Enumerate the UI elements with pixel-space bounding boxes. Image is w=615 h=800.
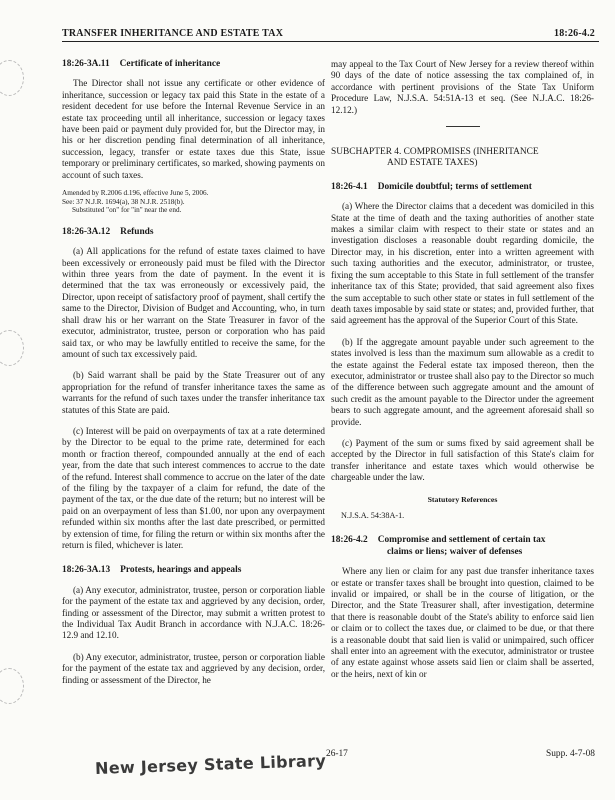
statutory-reference: N.J.S.A. 54:38A-1.	[341, 511, 405, 520]
supplement-date: Supp. 4-7-08	[546, 749, 595, 759]
running-header	[62, 21, 599, 42]
paragraph: (a) All applications for the refund of estate taxes claimed to have been excessively or erroneously paid must be filed with the Director within three years from the date of payment. In the event it is determined that the tax was erroneously or excessively paid, the Director, upon receipt of satisfactory proof of payment, shall certify the same to the Director, Division of Budget and Accounting, who, in turn shall draw his or her warrant on the State Treasurer in favor of the executor, administrator, trustee, person or corporation who has paid said tax, or who may be lawfully entitled to receive the same, for the amount of such tax excessively paid.	[62, 246, 325, 359]
section-title-line2: claims or liens; waiver of defenses	[387, 546, 523, 557]
library-watermark: New Jersey State Library	[94, 750, 327, 779]
paragraph: (b) Any executor, administrator, trustee, person or corporation liable for the payment of the estate tax and aggrieved by any decision, order, finding or assessment of the Director, he	[62, 651, 325, 685]
punch-hole	[0, 60, 24, 96]
header-title: TRANSFER INHERITANCE AND ESTATE TAX	[62, 28, 284, 39]
section-title: Refunds	[120, 226, 154, 237]
header-section: 18:26-4.2	[554, 28, 595, 39]
section-number: 18:26-3A.11	[62, 59, 110, 69]
section-heading	[62, 227, 325, 238]
note-line: See: 37 N.J.R. 1694(a), 38 N.J.R. 2518(b).	[62, 197, 185, 206]
left-column	[62, 59, 325, 696]
subchapter-line: AND ESTATE TAXES)	[387, 158, 478, 169]
section-heading	[62, 565, 325, 576]
paragraph: (c) Interest will be paid on overpayments of tax at a rate determined by the Director to be equal to the prime rate, determined for each month or fraction thereof, compounded annually at the end of each year, from the date that such interest commences to accrue to the date of the refund. Interest shall commence to accrue on the later of the date of the filing by the taxpayer of a claim for refund, the date of the payment of the tax, or the due date of the return; but no interest will be paid on an overpayment of less than $1.00, nor upon any overpayment refunded within six months after the last date prescribed, or permitted by extension of time, for filing the return or within six months after the return is filed, whichever is later.	[62, 425, 325, 550]
paragraph: Where any lien or claim for any past due transfer inheritance taxes or estate or transfer taxes shall be brought into question, claimed to be invalid or impaired, or shall be in the course of litigation, or the Director, and the State Treasurer shall, after investigation, determine that there is reasonable doubt of the State's ability to enforce said lien or claim or to collect the taxes due, or claimed to be due, or that there is a reasonable doubt that said lien is valid or unimpaired, such officer shall enter into an agreement with the executor, administrator or trustee of any estate against whose assets said lien or claim shall be asserted, or the heirs, next of kin or	[331, 566, 594, 679]
subchapter-line: SUBCHAPTER 4. COMPROMISES (INHERITANCE	[331, 147, 539, 158]
punch-hole	[0, 668, 24, 704]
section-number: 18:26-4.1	[331, 181, 368, 192]
statutory-references-heading: Statutory References	[427, 494, 498, 504]
divider-rule	[446, 126, 480, 127]
paragraph: (a) Where the Director claims that a decedent was domiciled in this State at the time of death and the taxing authorities of another state makes a similar claim with respect to their state or states and an investigation discloses a reasonable doubt regarding domicile, the Director may, in his discretion, enter into a written agreement with such taxing authorities and the executor, administrator, or trustee, fixing the sum acceptable to this State in full settlement of the transfer inheritance tax of this State; provided, that said agreement also fixes the sum acceptable to such other state or states in full settlement of the death taxes imposable by said state or states; and, provided further, that said agreement has the approval of the Superior Court of this State.	[331, 201, 594, 326]
subchapter-heading	[331, 147, 594, 170]
section-number: 18:26-4.2	[331, 535, 368, 546]
amendment-note	[62, 189, 325, 215]
paragraph: (b) If the aggregate amount payable under such agreement to the states involved is less than the maximum sum allowable as a credit to the estate against the Federal estate tax imposed thereon, then the executor, administrator or trustee shall also pay to the Director so much of the difference between such aggregate amount and the amount of such credit as the amount payable to the Director under the agreement bears to such aggregate amount, and the agreement aforesaid shall so provide.	[331, 336, 594, 427]
paragraph: may appeal to the Tax Court of New Jersey for a review thereof within 90 days of the date of notice assessing the tax complained of, in accordance with pertinent provisions of the State Tax Uniform Procedure Law, N.J.S.A. 54:51A-13 et seq. (See N.J.A.C. 18:26-12.12.)	[331, 59, 594, 115]
section-title: Domicile doubtful; terms of settlement	[377, 181, 532, 192]
right-column	[331, 59, 594, 690]
note-line: Amended by R.2006 d.196, effective June 5, 2006.	[62, 189, 209, 198]
paragraph: The Director shall not issue any certificate or other evidence of inheritance, succession or legacy tax paid this State in the estate of a resident decedent for use before the Internal Revenue Service in an estate tax proceeding until all inheritance, succession or legacy taxes have been paid or payment duly provided for, but the Director may, in his or her discretion pending final determination of all inheritance, succession, legacy, transfer or estate taxes due this State, issue temporary or preliminary certificates, so marked, showing payments on account of such taxes.	[62, 78, 325, 180]
section-number: 18:26-3A.12	[62, 226, 111, 237]
section-title: Compromise and settlement of certain tax	[377, 535, 546, 546]
paragraph: (c) Payment of the sum or sums fixed by said agreement shall be accepted by the Director in full satisfaction of this State's claim for transfer inheritance and estate taxes which would otherwise be chargeable under the law.	[331, 437, 594, 483]
section-heading	[331, 182, 594, 193]
section-heading	[62, 59, 325, 70]
paragraph: (b) Said warrant shall be paid by the State Treasurer out of any appropriation for the refund of transfer inheritance taxes the same as warrants for the refund of such taxes under the transfer inheritance tax statutes of this State are paid.	[62, 370, 325, 415]
punch-hole	[0, 330, 24, 366]
section-title: Protests, hearings and appeals	[120, 565, 242, 576]
note-line: Substituted "on" for "in" near the end.	[72, 206, 182, 215]
paragraph: (a) Any executor, administrator, trustee, person or corporation liable for the payment of the estate tax and aggrieved by any decision, order, finding or assessment of the Director, may submit a written protest to the Individual Tax Audit Branch in accordance with N.J.A.C. 18:26-12.9 and 12.10.	[62, 584, 325, 641]
section-number: 18:26-3A.13	[62, 565, 111, 576]
page-number: 26-17	[326, 749, 348, 759]
section-heading	[331, 535, 594, 558]
section-title: Certificate of inheritance	[119, 59, 221, 69]
